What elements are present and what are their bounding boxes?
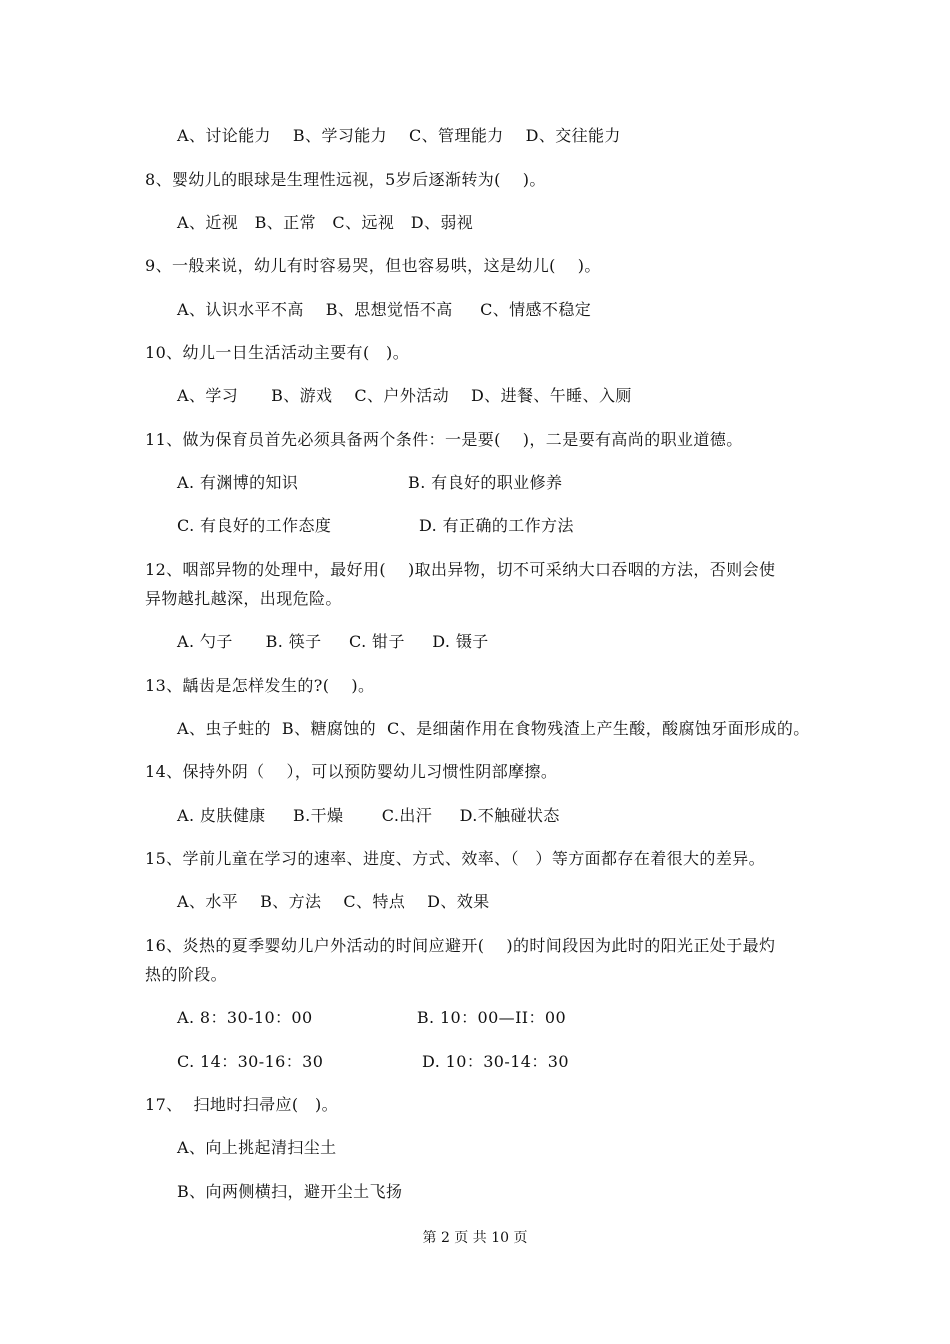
question-13: 13、龋齿是怎样发生的?( )。 bbox=[145, 676, 375, 695]
question-12-line-1: 12、咽部异物的处理中，最好用( )取出异物，切不可采纳大口吞咽的方法，否则会使 bbox=[145, 560, 776, 579]
question-16-line-2: 热的阶段。 bbox=[145, 965, 228, 984]
q10-options: A、学习 B、游戏 C、户外活动 D、进餐、午睡、入厕 bbox=[177, 386, 632, 405]
q9-options: A、认识水平不高 B、思想觉悟不高 C、情感不稳定 bbox=[177, 300, 592, 319]
q17-option-b: B、向两侧横扫，避开尘土飞扬 bbox=[177, 1182, 403, 1201]
q17-option-a: A、向上挑起清扫尘土 bbox=[177, 1138, 337, 1157]
question-17: 17、 扫地时扫帚应( )。 bbox=[145, 1095, 339, 1114]
q16-options-row-1: A. 8：30-10：00 B. 10：00—II：00 bbox=[177, 1008, 567, 1027]
question-12-line-2: 异物越扎越深，出现危险。 bbox=[145, 589, 342, 608]
question-11: 11、做为保育员首先必须具备两个条件：一是要( )，二是要有高尚的职业道德。 bbox=[145, 430, 743, 449]
q7-options: A、讨论能力 B、学习能力 C、管理能力 D、交往能力 bbox=[177, 126, 621, 145]
q11-options-row-2: C. 有良好的工作态度 D. 有正确的工作方法 bbox=[177, 516, 574, 535]
question-16-line-1: 16、炎热的夏季婴幼儿户外活动的时间应避开( )的时间段因为此时的阳光正处于最灼 bbox=[145, 936, 776, 955]
question-15: 15、学前儿童在学习的速率、进度、方式、效率、（ ）等方面都存在着很大的差异。 bbox=[145, 849, 766, 868]
question-14: 14、保持外阴（ ），可以预防婴幼儿习惯性阴部摩擦。 bbox=[145, 762, 558, 781]
question-9: 9、一般来说，幼儿有时容易哭，但也容易哄，这是幼儿( )。 bbox=[145, 256, 601, 275]
q8-options: A、近视 B、正常 C、远视 D、弱视 bbox=[177, 213, 474, 232]
q16-options-row-2: C. 14：30-16：30 D. 10：30-14：30 bbox=[177, 1052, 569, 1071]
q12-options: A. 勺子 B. 筷子 C. 钳子 D. 镊子 bbox=[177, 632, 489, 651]
question-10: 10、幼儿一日生活活动主要有( )。 bbox=[145, 343, 410, 362]
q11-options-row-1: A. 有渊博的知识 B. 有良好的职业修养 bbox=[177, 473, 563, 492]
q13-options: A、虫子蛀的 B、糖腐蚀的 C、是细菌作用在食物残渣上产生酸，酸腐蚀牙面形成的。 bbox=[177, 719, 810, 738]
q15-options: A、水平 B、方法 C、特点 D、效果 bbox=[177, 892, 490, 911]
q14-options: A. 皮肤健康 B.干燥 C.出汗 D.不触碰状态 bbox=[177, 806, 560, 825]
question-8: 8、婴幼儿的眼球是生理性远视，5岁后逐渐转为( )。 bbox=[145, 170, 546, 189]
page-footer: 第 2 页 共 10 页 bbox=[422, 1230, 528, 1246]
